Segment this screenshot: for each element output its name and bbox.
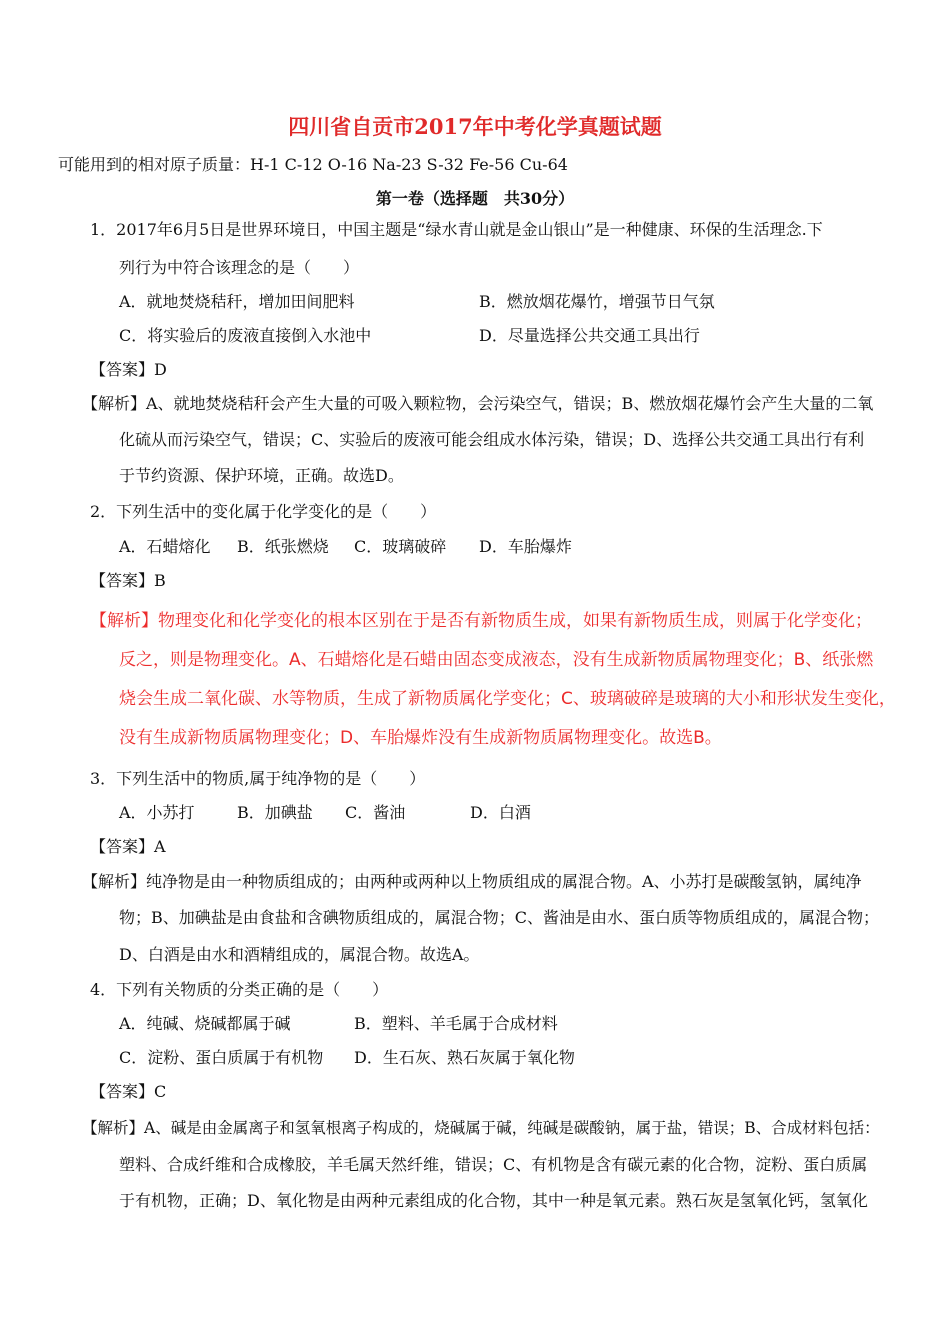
q2-analysis-line-2: 反之，则是物理变化。A、石蜡熔化是石蜡由固态变成液态，没有生成新物质属物理变化；B、纸张燃 bbox=[119, 650, 874, 670]
q2-option-b: B．纸张燃烧 bbox=[237, 537, 329, 556]
q2-option-d: D．车胎爆炸 bbox=[479, 537, 572, 556]
q1-option-c: C．将实验后的废液直接倒入水池中 bbox=[119, 326, 372, 345]
q3-answer: 【答案】A bbox=[90, 837, 166, 856]
q1-option-d: D．尽量选择公共交通工具出行 bbox=[479, 326, 700, 345]
q2-analysis-line-4: 没有生成新物质属物理变化；D、车胎爆炸没有生成新物质属物理变化。故选B。 bbox=[119, 728, 722, 748]
q4-option-a: A．纯碱、烧碱都属于碱 bbox=[119, 1014, 291, 1033]
q2-analysis-line-3: 烧会生成二氧化碳、水等物质，生成了新物质属化学变化；C、玻璃破碎是玻璃的大小和形状发生变化， bbox=[119, 689, 896, 709]
q2-option-a: A．石蜡熔化 bbox=[119, 537, 211, 556]
q3-option-c: C．酱油 bbox=[345, 803, 406, 822]
q4-analysis-line-3: 于有机物，正确；D、氧化物是由两种元素组成的化合物，其中一种是氧元素。熟石灰是氢氧化钙，氢氧化 bbox=[119, 1191, 868, 1210]
q4-option-b: B．塑料、羊毛属于合成材料 bbox=[354, 1014, 558, 1033]
q4-stem-line-1: 4．下列有关物质的分类正确的是（ ） bbox=[90, 980, 389, 999]
q1-answer: 【答案】D bbox=[90, 360, 167, 379]
q1-option-b: B．燃放烟花爆竹，增强节日气氛 bbox=[479, 292, 715, 311]
q3-option-d: D．白酒 bbox=[470, 803, 531, 822]
q4-analysis-line-2: 塑料、合成纤维和合成橡胶，羊毛属天然纤维，错误；C、有机物是含有碳元素的化合物，淀粉、蛋白质属 bbox=[119, 1155, 868, 1174]
q3-analysis-line-3: D、白酒是由水和酒精组成的，属混合物。故选A。 bbox=[119, 945, 480, 964]
q2-stem-line-1: 2．下列生活中的变化属于化学变化的是（ ） bbox=[90, 502, 437, 521]
q3-analysis-line-1: 【解析】纯净物是由一种物质组成的；由两种或两种以上物质组成的属混合物。A、小苏打是碳酸氢钠，属纯净 bbox=[82, 872, 862, 891]
q4-option-d: D．生石灰、熟石灰属于氧化物 bbox=[354, 1048, 575, 1067]
q4-analysis-line-1: 【解析】A、碱是由金属离子和氢氧根离子构成的，烧碱属于碱，纯碱是碳酸钠，属于盐，错误；B、合成材料包括： bbox=[82, 1119, 880, 1137]
q1-analysis-line-1: 【解析】A、就地焚烧秸秆会产生大量的可吸入颗粒物，会污染空气，错误；B、燃放烟花爆竹会产生大量的二氧 bbox=[82, 394, 874, 413]
q1-analysis-line-3: 于节约资源、保护环境，正确。故选D。 bbox=[119, 466, 404, 485]
section-heading: 第一卷（选择题 共30分） bbox=[375, 189, 575, 208]
q3-option-b: B．加碘盐 bbox=[237, 803, 313, 822]
q3-option-a: A．小苏打 bbox=[119, 803, 195, 822]
q2-analysis-line-1: 【解析】物理变化和化学变化的根本区别在于是否有新物质生成，如果有新物质生成，则属于化学变化； bbox=[90, 611, 872, 631]
q3-analysis-line-2: 物；B、加碘盐是由食盐和含碘物质组成的，属混合物；C、酱油是由水、蛋白质等物质组成的，属混合物； bbox=[119, 908, 880, 927]
q2-answer: 【答案】B bbox=[90, 571, 166, 590]
q4-option-c: C．淀粉、蛋白质属于有机物 bbox=[119, 1048, 324, 1067]
q4-answer: 【答案】C bbox=[90, 1082, 167, 1101]
q1-option-a: A．就地焚烧秸秆，增加田间肥料 bbox=[119, 292, 355, 311]
page-title: 四川省自贡市2017年中考化学真题试题 bbox=[288, 114, 662, 139]
q1-stem-line-1: 1．2017年6月5日是世界环境日，中国主题是“绿水青山就是金山银山”是一种健康、环保的生活理念.下 bbox=[90, 220, 823, 239]
q1-stem-line-2: 列行为中符合该理念的是（ ） bbox=[119, 258, 360, 277]
q3-stem-line-1: 3．下列生活中的物质,属于纯净物的是（ ） bbox=[90, 769, 426, 788]
q1-analysis-line-2: 化硫从而污染空气，错误；C、实验后的废液可能会组成水体污染，错误；D、选择公共交通工具出行有利 bbox=[119, 430, 865, 449]
q2-option-c: C．玻璃破碎 bbox=[354, 537, 447, 556]
atomic-masses-line: 可能用到的相对原子质量：H-1 C-12 O-16 Na-23 S-32 Fe-56 Cu-64 bbox=[58, 155, 568, 174]
